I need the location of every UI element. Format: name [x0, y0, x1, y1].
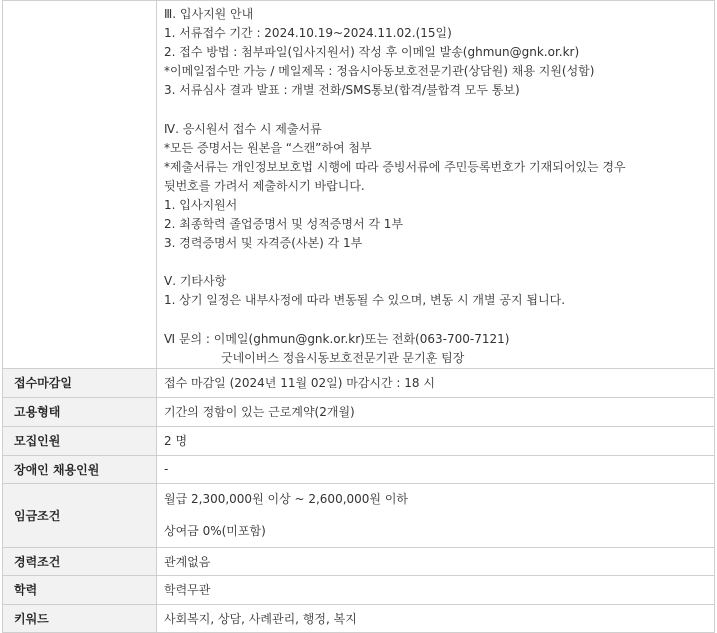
career-label: 경력조건 [3, 547, 157, 575]
notice-row [3, 1, 715, 369]
notice-line: Ⅵ 문의 : 이메일(ghmun@gnk.or.kr)또는 전화(063-700-7121) [164, 331, 510, 346]
notice-content [157, 1, 715, 369]
notice-line: Ⅴ. 기타사항 [164, 274, 227, 289]
notice-line: 1. 서류접수 기간 : 2024.10.19~2024.11.02.(15일) [164, 26, 452, 41]
keywords-value: 사회복지, 상담, 사례관리, 행정, 복지 [157, 604, 715, 632]
deadline-value: 접수 마감일 (2024년 11월 02일) 마감시간 : 18 시 [157, 368, 715, 397]
headcount-label: 모집인원 [3, 426, 157, 455]
notice-blank-line [164, 311, 714, 330]
salary-spacer [164, 508, 714, 522]
employment-type-row [3, 397, 715, 426]
notice-line: 뒷번호를 가려서 제출하시기 바랍니다. [164, 178, 365, 193]
salary-range: 월급 2,300,000원 이상 ~ 2,600,000원 이하 [164, 492, 409, 507]
notice-line: 2. 접수 방법 : 첨부파일(입사지원서) 작성 후 이메일 발송(ghmun@gnk.or.kr) [164, 45, 580, 60]
job-posting-table [2, 0, 715, 633]
keywords-label: 키워드 [3, 604, 157, 632]
career-row [3, 547, 715, 575]
headcount-row [3, 426, 715, 455]
disabled-hire-value: - [157, 455, 715, 483]
notice-blank-line [164, 100, 714, 119]
deadline-row [3, 368, 715, 397]
notice-line: 3. 경력증명서 및 자격증(사본) 각 1부 [164, 236, 363, 251]
notice-line: *이메일접수만 가능 / 메일제목 : 정읍시아동보호전문기관(상담원) 채용 지원(성함) [164, 64, 595, 79]
notice-line: 굿네이버스 정읍시동보호전문기관 문기훈 팀장 [221, 350, 465, 365]
education-value: 학력무관 [157, 575, 715, 604]
education-row [3, 575, 715, 604]
notice-line: Ⅳ. 응시원서 접수 시 제출서류 [164, 121, 322, 136]
disabled-hire-row [3, 455, 715, 483]
notice-row-header [3, 1, 157, 369]
notice-line: 2. 최종학력 졸업증명서 및 성적증명서 각 1부 [164, 217, 404, 232]
education-label: 학력 [3, 575, 157, 604]
notice-line: Ⅲ. 입사지원 안내 [164, 7, 254, 21]
career-value: 관계없음 [157, 547, 715, 575]
headcount-value: 2 명 [157, 426, 715, 455]
disabled-hire-label: 장애인 채용인원 [3, 455, 157, 483]
deadline-label: 접수마감일 [3, 368, 157, 397]
notice-line: 3. 서류심사 결과 발표 : 개별 전화/SMS통보(합격/불합격 모두 통보) [164, 83, 520, 98]
salary-value [157, 483, 715, 547]
employment-type-label: 고용형태 [3, 397, 157, 426]
salary-bonus: 상여금 0%(미포함) [164, 524, 266, 539]
notice-line: *모든 증명서는 원본을 “스캔”하여 첨부 [164, 140, 372, 155]
keywords-row [3, 604, 715, 632]
notice-line: 1. 입사지원서 [164, 197, 238, 212]
employment-type-value: 기간의 정함이 있는 근로계약(2개월) [157, 397, 715, 426]
notice-line: *제출서류는 개인정보보호법 시행에 따라 증빙서류에 주민등록번호가 기재되어있는 경우 [164, 159, 626, 174]
notice-line: 1. 상기 일정은 내부사정에 따라 변동될 수 있으며, 변동 시 개별 공지 됩니다. [164, 293, 566, 308]
notice-blank-line [164, 253, 714, 272]
salary-row [3, 483, 715, 547]
salary-label: 임금조건 [3, 483, 157, 547]
